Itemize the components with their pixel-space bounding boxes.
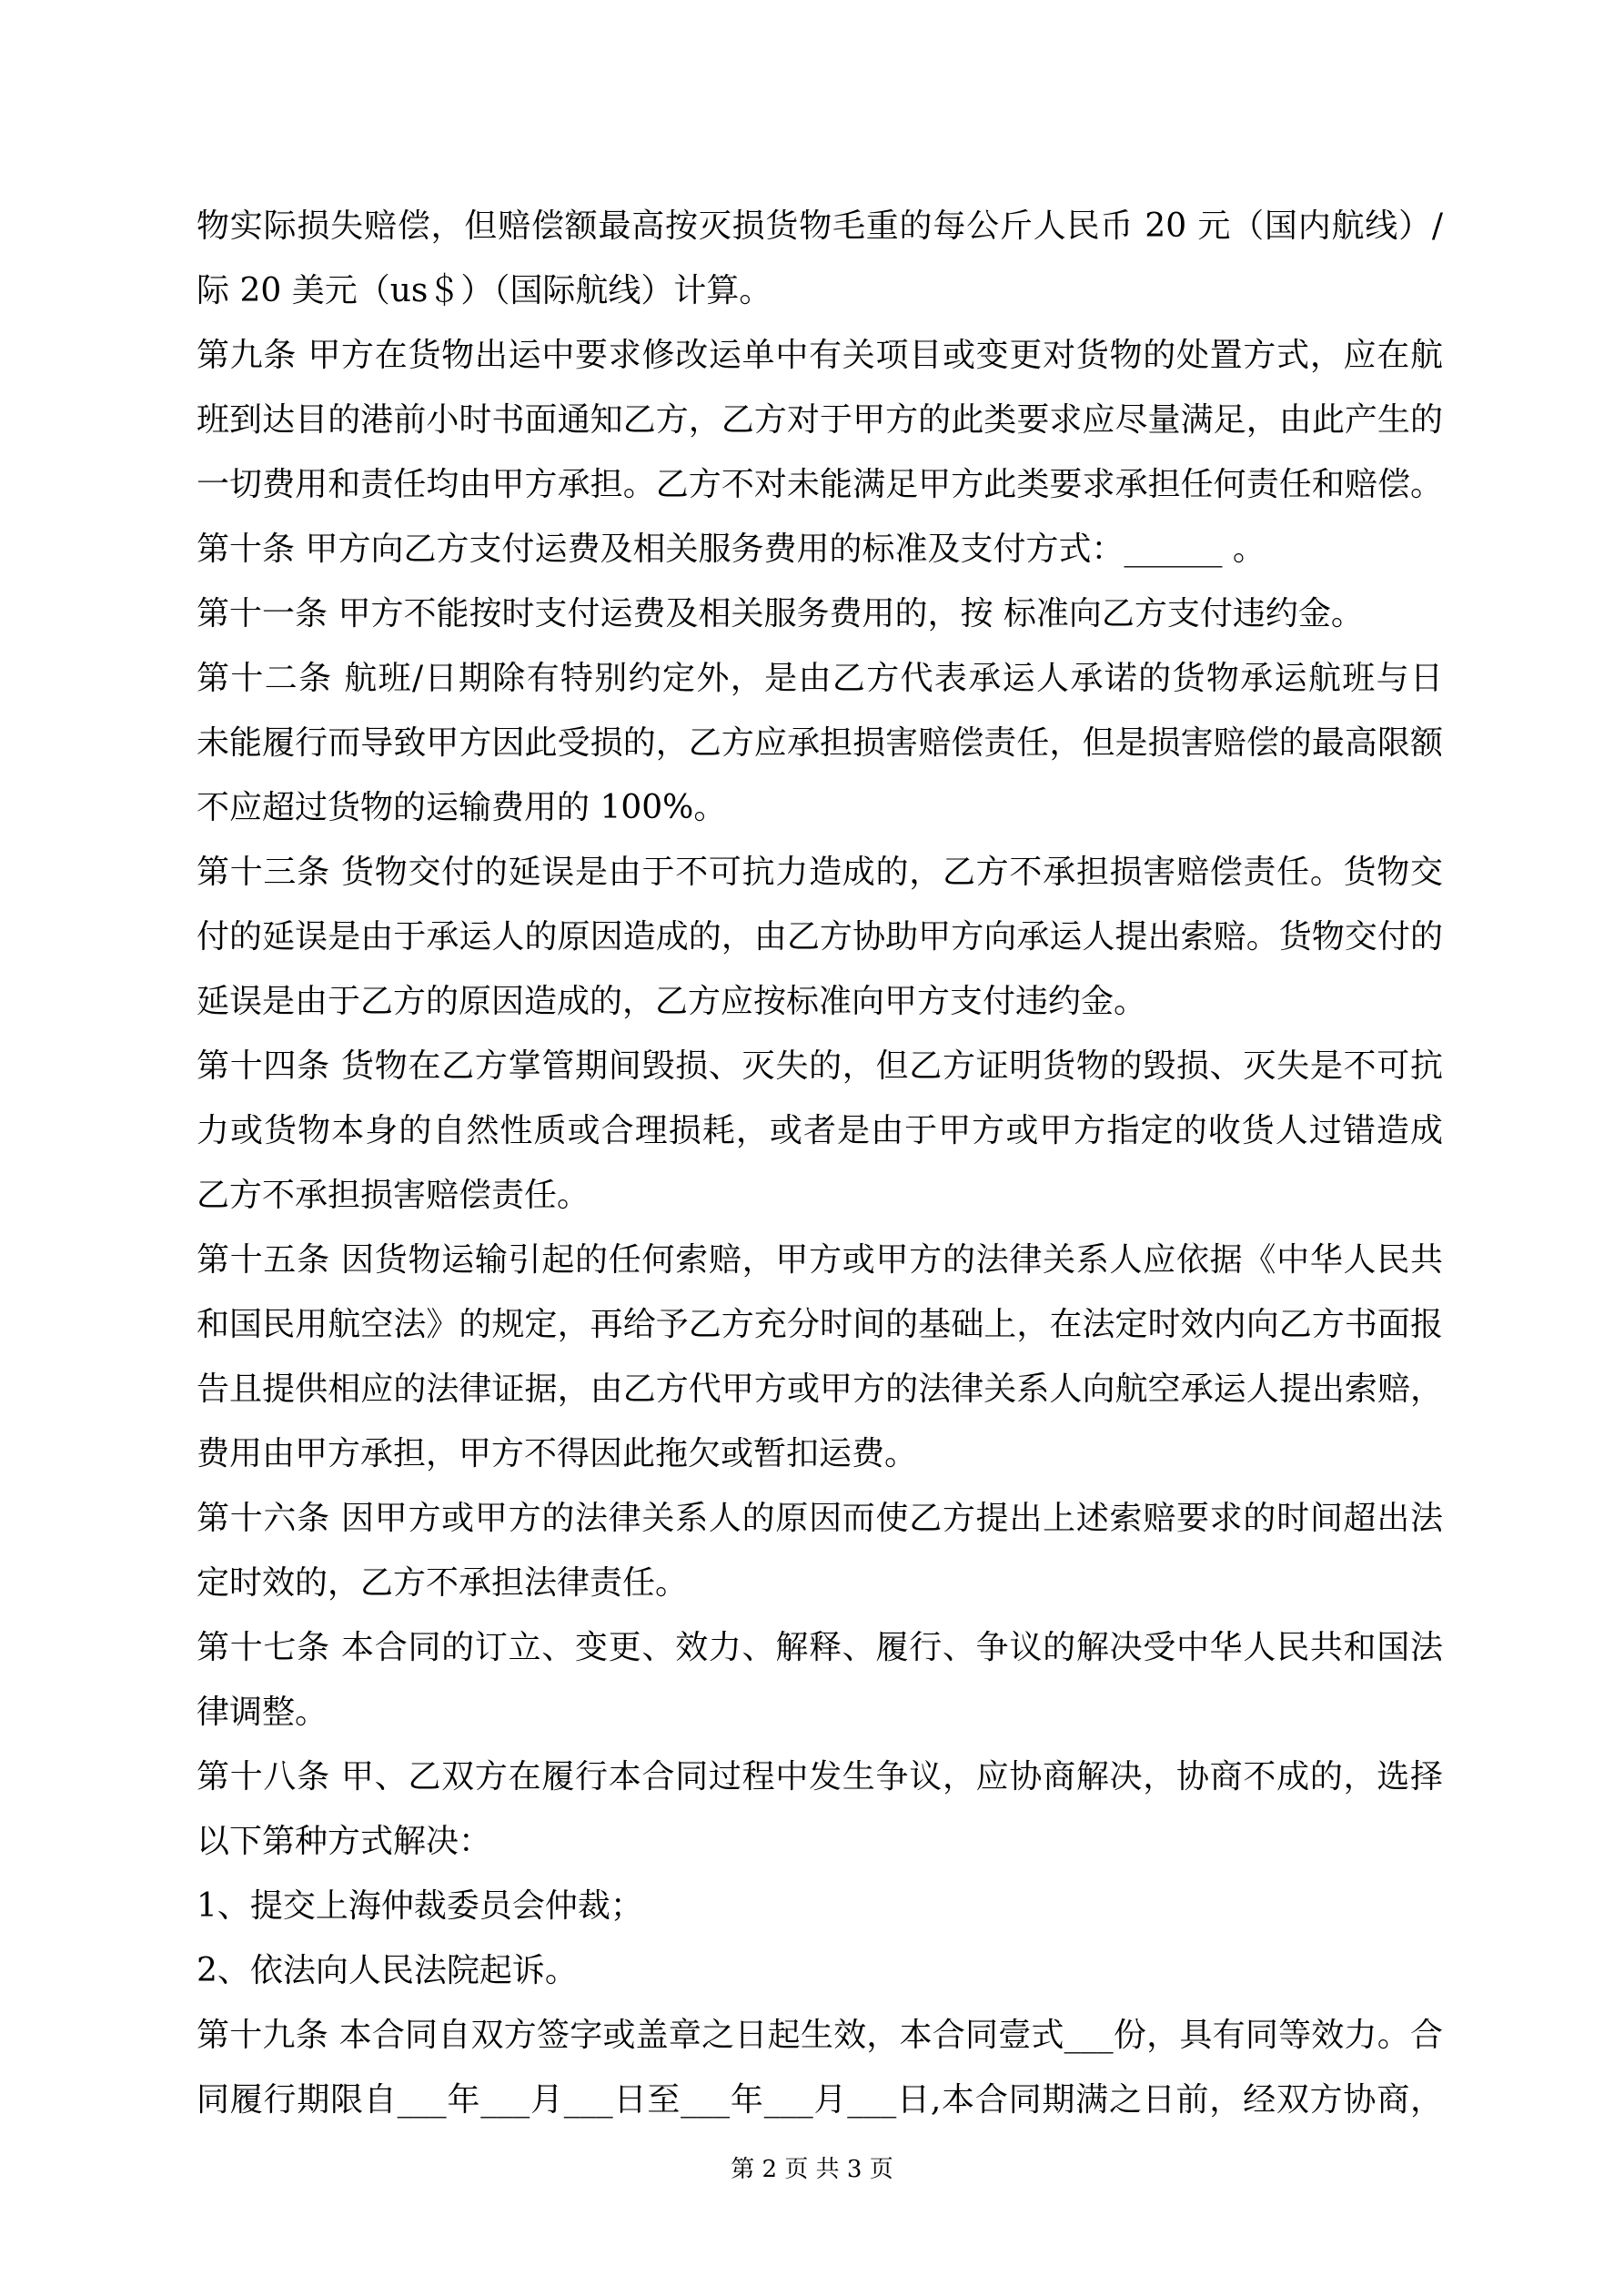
text-line: 延误是由于乙方的原因造成的，乙方应按标准向甲方支付违约金。 (197, 983, 1147, 1020)
text-line: 物实际损失赔偿，但赔偿额最高按灭损货物毛重的每公斤人民币 20 元（国内航线）/ (197, 207, 1443, 245)
text-line: 第十三条 货物交付的延误是由于不可抗力造成的，乙方不承担损害赔偿责任。货物交 (197, 854, 1443, 891)
text-line: 第十八条 甲、乙双方在履行本合同过程中发生争议，应协商解决，协商不成的，选择 (197, 1758, 1443, 1795)
text-line: 力或货物本身的自然性质或合理损耗，或者是由于甲方或甲方指定的收货人过错造成 (197, 1112, 1443, 1149)
text-line: 2、依法向人民法院起诉。 (197, 1952, 578, 1989)
text-line: 第十一条 甲方不能按时支付运费及相关服务费用的，按 标准向乙方支付违约金。 (197, 595, 1364, 632)
text-line: 第九条 甲方在货物出运中要求修改运单中有关项目或变更对货物的处置方式，应在航 (197, 337, 1443, 374)
text-line: 际 20 美元（us＄）（国际航线）计算。 (197, 272, 772, 309)
text-line: 和国民用航空法》的规定，再给予乙方充分时间的基础上，在法定时效内向乙方书面报 (197, 1306, 1443, 1343)
text-line: 第十条 甲方向乙方支付运费及相关服务费用的标准及支付方式：______ 。 (197, 531, 1266, 568)
text-line: 第十四条 货物在乙方掌管期间毁损、灭失的，但乙方证明货物的毁损、灭失是不可抗 (197, 1047, 1443, 1085)
text-line: 以下第种方式解决： (197, 1823, 492, 1860)
document-body (197, 194, 1443, 2132)
text-line: 第十七条 本合同的订立、变更、效力、解释、履行、争议的解决受中华人民共和国法 (197, 1629, 1443, 1666)
text-line: 乙方不承担损害赔偿责任。 (197, 1177, 590, 1214)
text-line: 律调整。 (197, 1694, 328, 1731)
text-line: 第十五条 因货物运输引起的任何索赔，甲方或甲方的法律关系人应依据《中华人民共 (197, 1241, 1443, 1279)
text-line: 不应超过货物的运输费用的 100%。 (197, 789, 727, 826)
text-line: 同履行期限自___年___月___日至___年___月___日,本合同期满之日前，经双方协商， (197, 2081, 1443, 2119)
text-line: 告且提供相应的法律证据，由乙方代甲方或甲方的法律关系人向航空承运人提出索赔， (197, 1371, 1443, 1408)
text-line: 费用由甲方承担，甲方不得因此拖欠或暂扣运费。 (197, 1435, 918, 1472)
text-line: 一切费用和责任均由甲方承担。乙方不对未能满足甲方此类要求承担任何责任和赔偿。 (197, 466, 1443, 503)
text-line: 定时效的，乙方不承担法律责任。 (197, 1564, 689, 1602)
text-line: 班到达目的港前小时书面通知乙方，乙方对于甲方的此类要求应尽量满足，由此产生的 (197, 401, 1443, 439)
text-line: 未能履行而导致甲方因此受损的，乙方应承担损害赔偿责任，但是损害赔偿的最高限额 (197, 724, 1443, 762)
text-line: 第十六条 因甲方或甲方的法律关系人的原因而使乙方提出上述索赔要求的时间超出法 (197, 1500, 1443, 1537)
text-line: 第十二条 航班/日期除有特别约定外，是由乙方代表承运人承诺的货物承运航班与日 (197, 660, 1443, 697)
text-line: 付的延误是由于承运人的原因造成的，由乙方协助甲方向承运人提出索赔。货物交付的 (197, 918, 1443, 956)
text-line: 第十九条 本合同自双方签字或盖章之日起生效，本合同壹式___份，具有同等效力。合 (197, 2017, 1443, 2054)
page-footer: 第 2 页 共 3 页 (731, 2156, 893, 2183)
text-line: 1、提交上海仲裁委员会仲裁； (197, 1887, 643, 1925)
